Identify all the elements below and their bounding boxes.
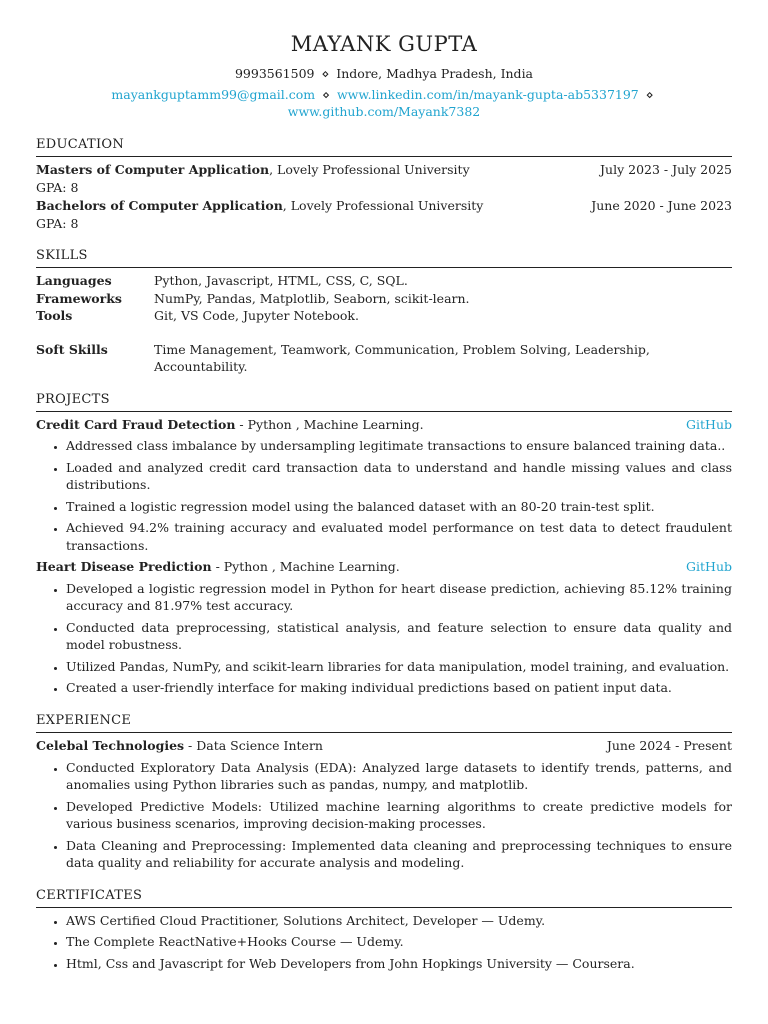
certificate-list [36,912,732,973]
education-item [36,197,732,232]
project-tech: - Python , Machine Learning. [211,559,400,575]
skills-heading: SKILLS [36,247,732,268]
project-name: Heart Disease Prediction [36,559,212,575]
resume-page [36,30,732,976]
skills-table [36,272,732,376]
separator-icon: ⋄ [645,86,654,102]
education-item [36,161,732,196]
skill-category: Frameworks [36,290,122,306]
project-item [36,558,732,697]
list-item: • Achieved 94.2% training accuracy and evaluated model performance on test data to detect fraudulent transactions. [66,519,732,554]
list-item: • Data Cleaning and Preprocessing: Implemented data cleaning and preprocessing techniques to ensure data quality and reliability for accurate analysis and modeling. [66,837,732,872]
gpa: GPA: 8 [36,215,79,231]
separator-icon: ⋄ [322,86,330,102]
skill-row [36,325,732,376]
phone-number: 9993561509 [234,66,315,82]
degree: Bachelors of Computer Application [36,198,283,214]
project-github-link[interactable]: GitHub [686,416,732,432]
project-tech: - Python , Machine Learning. [235,416,424,432]
project-bullets [36,437,732,554]
links-line [36,86,732,121]
list-item: • Conducted data preprocessing, statistical analysis, and feature selection to ensure data quality and model robustness. [66,619,732,654]
skill-value: Time Management, Teamwork, Communication, Problem Solving, Leadership, Accountability. [154,341,650,375]
list-item: • Developed Predictive Models: Utilized machine learning algorithms to create predictive models for various business scenarios, improving decision-making processes. [66,798,732,833]
skill-row [36,307,732,325]
skill-value: Git, VS Code, Jupyter Notebook. [154,308,359,324]
project-bullets [36,580,732,697]
school: , Lovely Professional University [269,162,470,178]
project-item [36,416,732,555]
list-item: • Utilized Pandas, NumPy, and scikit-learn libraries for data manipulation, model training, and evaluation. [66,658,732,676]
list-item: • Loaded and analyzed credit card transaction data to understand and handle missing values and class distributions. [66,459,732,494]
list-item: • AWS Certified Cloud Practitioner, Solutions Architect, Developer — Udemy. [66,912,732,930]
projects-heading: PROJECTS [36,391,732,412]
skill-row [36,290,732,308]
skill-category: Soft Skills [36,341,108,357]
company-name: Celebal Technologies [36,738,185,754]
list-item: • Html, Css and Javascript for Web Developers from John Hopkings University — Coursera. [66,955,732,973]
experience-bullets [36,759,732,872]
skill-row [36,272,732,290]
list-item: • Created a user-friendly interface for making individual predictions based on patient input data. [66,679,732,697]
list-item: • Trained a logistic regression model using the balanced dataset with an 80-20 train-test split. [66,498,732,516]
degree: Masters of Computer Application [36,162,270,178]
gpa: GPA: 8 [36,179,79,195]
list-item: • Developed a logistic regression model in Python for heart disease prediction, achieving 85.12% training accuracy and 81.97% test accuracy. [66,580,732,615]
contact-line [36,65,732,83]
skill-value: NumPy, Pandas, Matplotlib, Seaborn, scikit-learn. [154,290,470,306]
project-github-link[interactable]: GitHub [686,559,732,575]
list-item: • Addressed class imbalance by undersampling legitimate transactions to ensure balanced training data.. [66,437,732,455]
experience-heading: EXPERIENCE [36,712,732,733]
separator-icon: ⋄ [321,66,330,82]
education-heading: EDUCATION [36,136,732,157]
experience-item [36,737,732,872]
education-dates: July 2023 - July 2025 [600,162,732,178]
resume-name: MAYANK GUPTA [290,32,478,56]
project-name: Credit Card Fraud Detection [36,416,236,432]
certificates-heading: CERTIFICATES [36,887,732,908]
skill-category: Tools [36,308,73,324]
location: Indore, Madhya Pradesh, India [336,66,534,82]
skill-value: Python, Javascript, HTML, CSS, C, SQL. [154,273,408,289]
skill-category: Languages [36,273,112,289]
education-dates: June 2020 - June 2023 [591,198,732,214]
email-link[interactable]: mayankguptamm99@gmail.com [111,86,316,102]
school: , Lovely Professional University [282,198,484,214]
list-item: • The Complete ReactNative+Hooks Course — Udemy. [66,933,732,951]
github-link[interactable]: www.github.com/Mayank7382 [287,104,481,120]
job-role: - Data Science Intern [184,738,323,754]
linkedin-link[interactable]: www.linkedin.com/in/mayank-gupta-ab5337197 [336,86,639,102]
list-item: • Conducted Exploratory Data Analysis (EDA): Analyzed large datasets to identify trends, patterns, and anomalies using Python libraries such as pandas, numpy, and matplotlib. [66,759,732,794]
experience-dates: June 2024 - Present [606,738,732,754]
